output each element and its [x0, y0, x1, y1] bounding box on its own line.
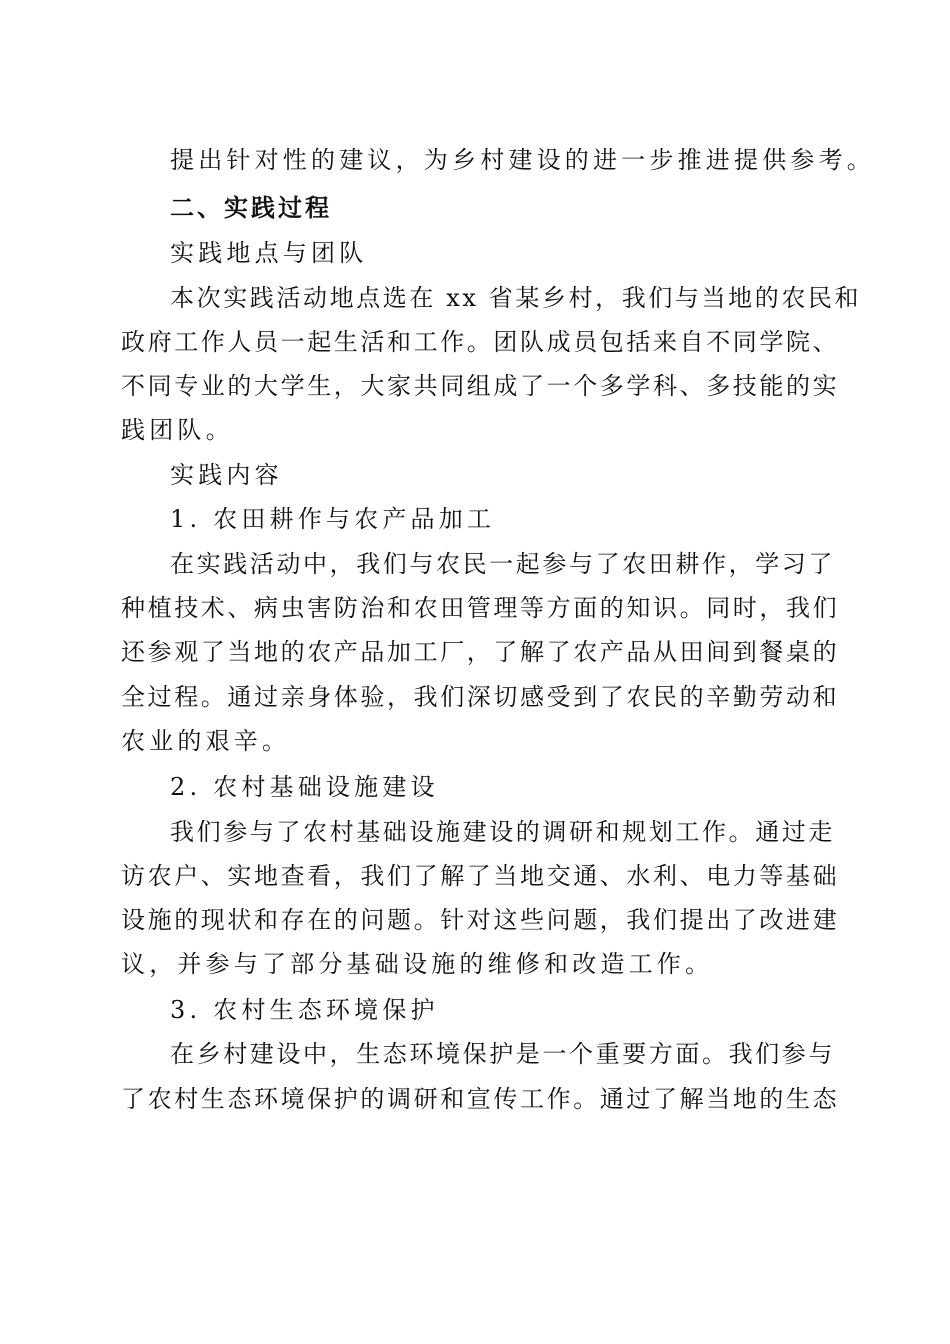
list-item-title: 2. 农村基础设施建设	[170, 773, 439, 801]
paragraph-line: 全过程。通过亲身体验，我们深切感受到了农民的辛勤劳动和	[121, 683, 840, 711]
paragraph-line: 还参观了当地的农产品加工厂，了解了农产品从田间到餐桌的	[121, 638, 840, 666]
list-item-title: 1. 农田耕作与农产品加工	[170, 505, 496, 533]
paragraph-line: 农业的艰辛。	[121, 727, 291, 755]
paragraph-line: 了农村生态环境保护的调研和宣传工作。通过了解当地的生态	[121, 1085, 840, 1113]
paragraph-line: 不同专业的大学生，大家共同组成了一个多学科、多技能的实	[121, 372, 840, 400]
paragraph-line: 提出针对性的建议，为乡村建设的进一步推进提供参考。	[170, 146, 875, 174]
paragraph-line: 访农户、实地查看，我们了解了当地交通、水利、电力等基础	[121, 862, 840, 890]
paragraph-line: 我们参与了农村基础设施建设的调研和规划工作。通过走	[170, 818, 835, 846]
paragraph-line: 在实践活动中，我们与农民一起参与了农田耕作，学习了	[170, 550, 835, 578]
paragraph-line: 本次实践活动地点选在 xx 省某乡村，我们与当地的农民和	[170, 284, 862, 312]
subsection-title: 实践内容	[170, 461, 283, 489]
paragraph-line: 政府工作人员一起生活和工作。团队成员包括来自不同学院、	[121, 328, 840, 356]
subsection-title: 实践地点与团队	[170, 239, 368, 267]
section-heading: 二、实践过程	[170, 194, 332, 222]
list-item-title: 3. 农村生态环境保护	[170, 996, 439, 1024]
paragraph-line: 在乡村建设中，生态环境保护是一个重要方面。我们参与	[170, 1040, 835, 1068]
paragraph-line: 议，并参与了部分基础设施的维修和改造工作。	[121, 950, 714, 978]
paragraph-line: 设施的现状和存在的问题。针对这些问题，我们提出了改进建	[121, 906, 840, 934]
paragraph-line: 践团队。	[121, 416, 234, 444]
paragraph-line: 种植技术、病虫害防治和农田管理等方面的知识。同时，我们	[121, 594, 840, 622]
